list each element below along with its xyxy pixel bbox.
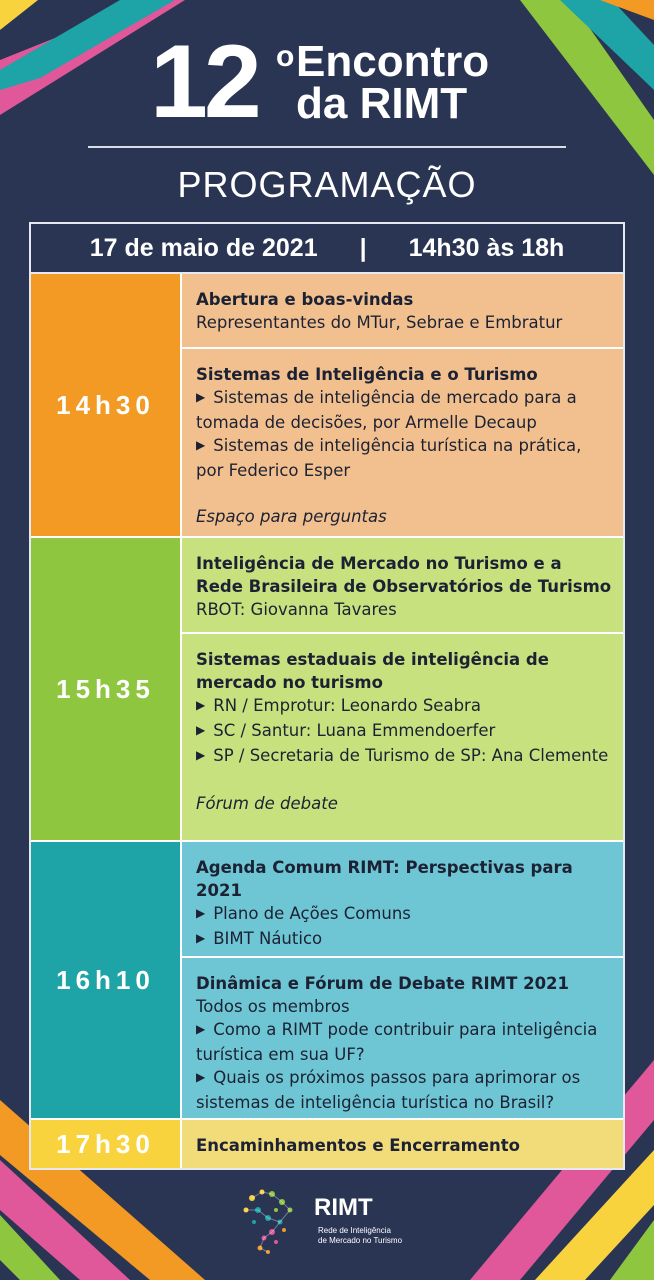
- time-label: 14h30: [31, 274, 182, 536]
- session-title: Agenda Comum RIMT: Perspectivas para 2021: [196, 858, 573, 900]
- time-label: 15h35: [31, 538, 182, 840]
- title-divider: [88, 146, 566, 148]
- session-bullet: ▶ SC / Santur: Luana Emmendoerfer: [196, 719, 613, 744]
- session-note: Espaço para perguntas: [196, 507, 387, 526]
- schedule-block-1430: [31, 274, 623, 538]
- session-title: Inteligência de Mercado no Turismo e a Rede Brasileira de Observatórios de Turismo: [196, 554, 612, 596]
- session-item: [182, 842, 623, 958]
- edition-number: 12: [150, 24, 258, 140]
- brazil-network-icon: [232, 1180, 312, 1260]
- session-item: [182, 634, 623, 840]
- program-table: [29, 222, 625, 1170]
- schedule-block-1535: [31, 538, 623, 842]
- session-bullet: ▶ Plano de Ações Comuns: [196, 902, 613, 927]
- session-line: Representantes do MTur, Sebrae e Embratur: [196, 313, 563, 332]
- session-item: [182, 538, 623, 634]
- session-bullet: ▶ BIMT Náutico: [196, 927, 613, 952]
- title-line-2: da RIMT: [296, 79, 468, 128]
- schedule-block-1730: [31, 1120, 623, 1168]
- time-label: 16h10: [31, 842, 182, 1118]
- session-line: Todos os membros: [196, 997, 350, 1016]
- time-label: 17h30: [31, 1120, 182, 1168]
- session-note: Fórum de debate: [196, 794, 338, 813]
- session-bullet: ▶ Sistemas de inteligência turística na prática, por Federico Esper: [196, 434, 613, 482]
- schedule-block-1610: [31, 842, 623, 1120]
- rimt-logo: [232, 1180, 432, 1260]
- event-title: [150, 24, 550, 140]
- session-item: [182, 958, 623, 1118]
- logo-subtitle: Rede de Inteligência de Mercado no Turismo: [318, 1226, 403, 1245]
- session-title: Sistemas estaduais de inteligência de mercado no turismo: [196, 650, 549, 692]
- date-row: [31, 224, 623, 274]
- event-date: 17 de maio de 2021: [89, 233, 318, 262]
- session-item: [182, 349, 623, 536]
- edition-ordinal: o: [276, 40, 295, 73]
- logo-name: RIMT: [314, 1194, 373, 1221]
- session-item: [182, 1120, 623, 1168]
- session-title: Dinâmica e Fórum de Debate RIMT 2021: [196, 974, 570, 993]
- title-line-1: Encontro: [296, 37, 490, 86]
- session-title: Encaminhamentos e Encerramento: [196, 1136, 521, 1155]
- page-subtitle: PROGRAMAÇÃO: [177, 164, 477, 205]
- session-bullet: ▶ Sistemas de inteligência de mercado para a tomada de decisões, por Armelle Decaup: [196, 386, 613, 434]
- session-title: Abertura e boas-vindas: [196, 290, 414, 309]
- session-bullet: ▶ RN / Emprotur: Leonardo Seabra: [196, 694, 613, 719]
- session-line: RBOT: Giovanna Tavares: [196, 600, 397, 619]
- session-title: Sistemas de Inteligência e o Turismo: [196, 365, 538, 384]
- session-item: [182, 274, 623, 349]
- session-bullet: ▶ SP / Secretaria de Turismo de SP: Ana Clemente: [196, 744, 613, 769]
- date-separator: |: [359, 233, 367, 262]
- session-bullet: ▶ Como a RIMT pode contribuir para inteligência turística em sua UF?: [196, 1018, 613, 1066]
- event-hours: 14h30 às 18h: [408, 233, 565, 262]
- session-bullet: ▶ Quais os próximos passos para aprimorar os sistemas de inteligência turística no Brasil?: [196, 1066, 613, 1114]
